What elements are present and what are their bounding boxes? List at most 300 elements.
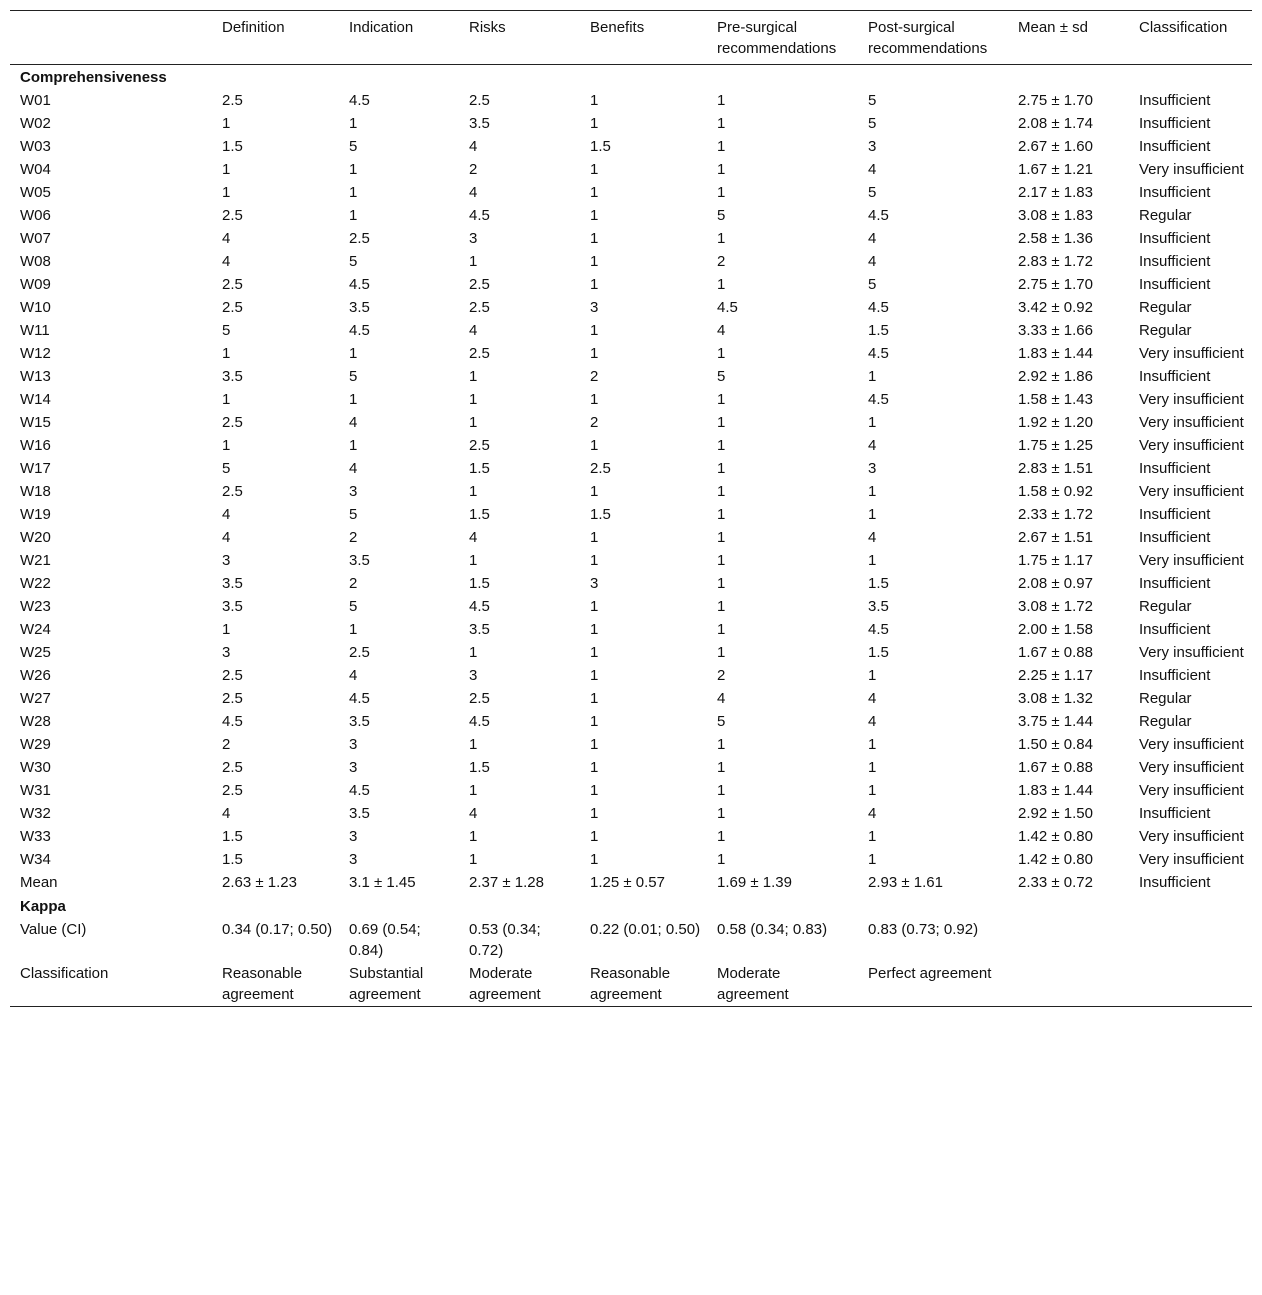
- table-cell: 1: [717, 506, 726, 523]
- table-cell: 1: [717, 184, 726, 201]
- table-cell: [1129, 962, 1252, 1007]
- table-cell: 5: [868, 184, 877, 201]
- table-row: [10, 457, 1252, 480]
- table-cell: 1: [590, 483, 599, 500]
- table-cell: 1.75 ± 1.25: [1018, 437, 1093, 454]
- table-cell: 3.1 ± 1.45: [349, 874, 416, 891]
- row-label-cell: W15: [20, 414, 51, 431]
- table-row: [10, 503, 1252, 526]
- table-cell: 1: [590, 598, 599, 615]
- header-cell: Definition: [222, 19, 285, 36]
- table-cell: 3.5: [222, 598, 243, 615]
- table-row: [10, 480, 1252, 503]
- header-cell: Benefits: [590, 19, 645, 36]
- table-cell: Very insufficient: [1139, 391, 1244, 408]
- row-label-cell: W04: [20, 161, 51, 178]
- table-row: [10, 756, 1252, 779]
- table-cell: 1.5: [469, 460, 490, 477]
- table-cell: 2.5: [469, 299, 490, 316]
- table-cell: 1: [469, 253, 478, 270]
- table-cell: 4: [868, 713, 877, 730]
- table-cell: Insufficient: [1139, 460, 1211, 477]
- header-cell: Mean ± sd: [1018, 19, 1088, 36]
- table-cell: 1.5: [222, 851, 243, 868]
- table-cell: 3: [469, 230, 478, 247]
- table-cell: 3.5: [349, 805, 370, 822]
- row-label-cell: W16: [20, 437, 51, 454]
- table-cell: 1: [590, 345, 599, 362]
- table-cell: Substantial agreement: [349, 965, 424, 1003]
- table-cell: 1.5: [868, 322, 889, 339]
- table-cell: 3: [349, 736, 358, 753]
- table-cell: 5: [349, 598, 358, 615]
- table-cell: 2.5: [222, 667, 243, 684]
- table-cell: Insufficient: [1139, 253, 1211, 270]
- table-cell: 1.5: [469, 759, 490, 776]
- table-cell: 2: [349, 529, 358, 546]
- table-cell: 1.75 ± 1.17: [1018, 552, 1093, 569]
- table-cell: 1: [222, 437, 231, 454]
- header-cell: [10, 11, 212, 65]
- table-cell: Regular: [1139, 713, 1192, 730]
- table-cell: Very insufficient: [1139, 736, 1244, 753]
- table-cell: 1: [717, 621, 726, 638]
- table-cell: 1: [590, 184, 599, 201]
- row-label-cell: W20: [20, 529, 51, 546]
- row-label-cell: Mean: [20, 874, 58, 891]
- table-cell: 4.5: [222, 713, 243, 730]
- row-label-cell: W17: [20, 460, 51, 477]
- table-cell: 4.5: [868, 299, 889, 316]
- table-cell: 4: [868, 437, 877, 454]
- table-container: [10, 10, 1252, 1007]
- table-cell: 5: [717, 207, 726, 224]
- table-cell: 5: [349, 368, 358, 385]
- table-cell: 1.5: [222, 138, 243, 155]
- table-cell: 2: [590, 368, 599, 385]
- table-cell: 2.5: [349, 644, 370, 661]
- row-label-cell: W26: [20, 667, 51, 684]
- table-cell: Insufficient: [1139, 529, 1211, 546]
- table-cell: 1: [717, 598, 726, 615]
- table-cell: 3: [868, 138, 877, 155]
- table-cell: 1.5: [469, 575, 490, 592]
- table-cell: 2.5: [469, 276, 490, 293]
- table-cell: 2.5: [222, 299, 243, 316]
- row-label-cell: W32: [20, 805, 51, 822]
- table-cell: Regular: [1139, 299, 1192, 316]
- table-cell: Very insufficient: [1139, 414, 1244, 431]
- table-cell: Very insufficient: [1139, 828, 1244, 845]
- table-cell: 1: [590, 92, 599, 109]
- table-cell: 4: [868, 253, 877, 270]
- table-row: [10, 434, 1252, 457]
- table-cell: 1: [717, 115, 726, 132]
- table-row: [10, 664, 1252, 687]
- table-cell: Insufficient: [1139, 230, 1211, 247]
- table-row: [10, 779, 1252, 802]
- table-cell: 1: [222, 161, 231, 178]
- table-cell: 2.63 ± 1.23: [222, 874, 297, 891]
- table-cell: 4: [469, 138, 478, 155]
- row-label-cell: W24: [20, 621, 51, 638]
- table-cell: 4.5: [868, 345, 889, 362]
- table-cell: Insufficient: [1139, 874, 1211, 891]
- table-cell: 1: [717, 644, 726, 661]
- table-cell: 1: [469, 782, 478, 799]
- table-cell: Very insufficient: [1139, 345, 1244, 362]
- table-cell: 2.75 ± 1.70: [1018, 92, 1093, 109]
- table-cell: 3.08 ± 1.72: [1018, 598, 1093, 615]
- table-cell: 2.5: [222, 414, 243, 431]
- table-cell: 2.83 ± 1.72: [1018, 253, 1093, 270]
- table-cell: 5: [349, 506, 358, 523]
- header-cell: Risks: [469, 19, 506, 36]
- table-cell: 4: [868, 805, 877, 822]
- table-cell: 1: [590, 529, 599, 546]
- table-row: [10, 802, 1252, 825]
- table-cell: 4.5: [349, 92, 370, 109]
- row-label-cell: W06: [20, 207, 51, 224]
- table-row: [10, 365, 1252, 388]
- table-cell: 1: [717, 575, 726, 592]
- table-cell: [1008, 962, 1129, 1007]
- row-label-cell: W02: [20, 115, 51, 132]
- table-cell: 1: [469, 644, 478, 661]
- table-cell: 1: [868, 368, 877, 385]
- table-cell: Very insufficient: [1139, 782, 1244, 799]
- table-cell: 2.67 ± 1.60: [1018, 138, 1093, 155]
- table-cell: 5: [349, 138, 358, 155]
- header-cell: Pre-surgical recommendations: [717, 19, 837, 57]
- row-label-cell: W18: [20, 483, 51, 500]
- section-title: Comprehensiveness: [20, 69, 167, 86]
- table-cell: 1: [590, 759, 599, 776]
- table-cell: 5: [868, 276, 877, 293]
- section-title: Kappa: [20, 898, 66, 915]
- table-cell: 1.83 ± 1.44: [1018, 345, 1093, 362]
- section-row: [10, 65, 1252, 90]
- row-label-cell: W19: [20, 506, 51, 523]
- table-row: [10, 342, 1252, 365]
- table-cell: 3.5: [222, 368, 243, 385]
- table-cell: 1: [590, 230, 599, 247]
- table-cell: 1: [590, 322, 599, 339]
- table-cell: 4.5: [868, 621, 889, 638]
- table-cell: 2.17 ± 1.83: [1018, 184, 1093, 201]
- table-cell: 2.67 ± 1.51: [1018, 529, 1093, 546]
- table-cell: 2.5: [469, 690, 490, 707]
- table-cell: Regular: [1139, 207, 1192, 224]
- table-cell: [1008, 918, 1129, 962]
- row-label-cell: Value (CI): [20, 921, 87, 938]
- table-cell: 1: [717, 851, 726, 868]
- table-cell: 3: [590, 575, 599, 592]
- table-row: [10, 411, 1252, 434]
- table-cell: 4: [222, 529, 231, 546]
- row-label-cell: W27: [20, 690, 51, 707]
- section-row: [10, 894, 1252, 918]
- table-cell: Regular: [1139, 690, 1192, 707]
- table-cell: 1.92 ± 1.20: [1018, 414, 1093, 431]
- table-cell: Regular: [1139, 322, 1192, 339]
- table-cell: 1.67 ± 1.21: [1018, 161, 1093, 178]
- table-cell: Insufficient: [1139, 805, 1211, 822]
- table-row: [10, 572, 1252, 595]
- table-cell: 1: [717, 138, 726, 155]
- table-cell: 1: [717, 529, 726, 546]
- table-cell: 5: [868, 115, 877, 132]
- table-cell: 1: [590, 690, 599, 707]
- table-cell: 1: [349, 437, 358, 454]
- table-cell: Insufficient: [1139, 368, 1211, 385]
- table-cell: 2.08 ± 1.74: [1018, 115, 1093, 132]
- table-cell: 1: [868, 782, 877, 799]
- table-row: [10, 250, 1252, 273]
- table-cell: Insufficient: [1139, 115, 1211, 132]
- row-label-cell: W08: [20, 253, 51, 270]
- table-cell: 2.92 ± 1.50: [1018, 805, 1093, 822]
- table-cell: 4: [868, 529, 877, 546]
- table-cell: 1.67 ± 0.88: [1018, 644, 1093, 661]
- table-cell: Insufficient: [1139, 667, 1211, 684]
- table-cell: 1: [717, 759, 726, 776]
- row-label-cell: W05: [20, 184, 51, 201]
- table-cell: 4.5: [469, 207, 490, 224]
- table-cell: 5: [717, 368, 726, 385]
- table-cell: 1.5: [469, 506, 490, 523]
- table-cell: 2.33 ± 0.72: [1018, 874, 1093, 891]
- table-row: [10, 962, 1252, 1007]
- table-cell: 1: [868, 759, 877, 776]
- table-cell: 1: [349, 345, 358, 362]
- table-cell: 1: [590, 115, 599, 132]
- table-cell: 4: [717, 690, 726, 707]
- table-row: [10, 388, 1252, 411]
- table-cell: Insufficient: [1139, 276, 1211, 293]
- table-cell: 2.00 ± 1.58: [1018, 621, 1093, 638]
- table-cell: [1129, 918, 1252, 962]
- table-cell: 1: [469, 851, 478, 868]
- table-cell: 2: [222, 736, 231, 753]
- table-cell: Insufficient: [1139, 506, 1211, 523]
- table-cell: 1: [717, 736, 726, 753]
- table-cell: 4: [469, 529, 478, 546]
- table-cell: 2.08 ± 0.97: [1018, 575, 1093, 592]
- table-cell: 4.5: [469, 598, 490, 615]
- table-row: [10, 273, 1252, 296]
- table-cell: 4: [717, 322, 726, 339]
- table-cell: 3: [222, 644, 231, 661]
- table-cell: Insufficient: [1139, 138, 1211, 155]
- table-cell: Very insufficient: [1139, 483, 1244, 500]
- row-label-cell: W23: [20, 598, 51, 615]
- table-cell: 2.5: [222, 690, 243, 707]
- row-label-cell: W21: [20, 552, 51, 569]
- table-row: [10, 618, 1252, 641]
- table-row: [10, 89, 1252, 112]
- table-cell: 1: [717, 437, 726, 454]
- table-cell: 2: [717, 667, 726, 684]
- table-cell: 1: [222, 115, 231, 132]
- table-cell: 4.5: [349, 276, 370, 293]
- table-cell: 2.5: [469, 92, 490, 109]
- table-row: [10, 595, 1252, 618]
- table-cell: 1: [590, 805, 599, 822]
- table-cell: 2.5: [222, 207, 243, 224]
- table-cell: Insufficient: [1139, 575, 1211, 592]
- table-cell: 1: [590, 713, 599, 730]
- table-cell: 1: [868, 483, 877, 500]
- table-cell: 1.69 ± 1.39: [717, 874, 792, 891]
- table-cell: 2.5: [349, 230, 370, 247]
- table-cell: 4: [222, 253, 231, 270]
- table-cell: 0.53 (0.34; 0.72): [469, 921, 541, 959]
- table-row: [10, 135, 1252, 158]
- table-cell: 2: [590, 414, 599, 431]
- row-label-cell: W33: [20, 828, 51, 845]
- table-cell: 2.5: [469, 345, 490, 362]
- table-cell: 1: [717, 805, 726, 822]
- table-cell: 1.42 ± 0.80: [1018, 828, 1093, 845]
- table-row: [10, 871, 1252, 894]
- table-cell: 3: [349, 759, 358, 776]
- table-cell: 1: [590, 782, 599, 799]
- table-cell: 3: [590, 299, 599, 316]
- table-cell: 4.5: [349, 322, 370, 339]
- header-cell: Classification: [1139, 19, 1228, 36]
- row-label-cell: W28: [20, 713, 51, 730]
- table-cell: 1: [868, 736, 877, 753]
- table-cell: 2.93 ± 1.61: [868, 874, 943, 891]
- table-cell: 3.5: [222, 575, 243, 592]
- table-cell: 5: [868, 92, 877, 109]
- table-cell: 1: [222, 184, 231, 201]
- table-cell: 1: [222, 621, 231, 638]
- table-cell: 3: [349, 851, 358, 868]
- table-cell: 2.37 ± 1.28: [469, 874, 544, 891]
- table-cell: 1.67 ± 0.88: [1018, 759, 1093, 776]
- table-cell: 1: [868, 414, 877, 431]
- table-cell: 1: [590, 736, 599, 753]
- row-label-cell: W10: [20, 299, 51, 316]
- table-cell: 1: [349, 161, 358, 178]
- table-cell: 1: [590, 667, 599, 684]
- table-cell: 4: [222, 805, 231, 822]
- table-cell: 3.42 ± 0.92: [1018, 299, 1093, 316]
- table-cell: 5: [349, 253, 358, 270]
- row-label-cell: W09: [20, 276, 51, 293]
- table-cell: 1: [469, 391, 478, 408]
- table-cell: 3.08 ± 1.32: [1018, 690, 1093, 707]
- table-cell: 0.22 (0.01; 0.50): [590, 921, 701, 938]
- header-cell: Indication: [349, 19, 414, 36]
- table-cell: 1: [717, 276, 726, 293]
- table-cell: 1: [717, 92, 726, 109]
- table-cell: 4.5: [349, 690, 370, 707]
- table-row: [10, 733, 1252, 756]
- table-cell: 2.92 ± 1.86: [1018, 368, 1093, 385]
- table-cell: 1: [717, 230, 726, 247]
- table-cell: 1: [469, 552, 478, 569]
- table-row: [10, 848, 1252, 871]
- table-cell: Regular: [1139, 598, 1192, 615]
- table-cell: 1.58 ± 1.43: [1018, 391, 1093, 408]
- table-cell: 2.75 ± 1.70: [1018, 276, 1093, 293]
- table-cell: 1.5: [868, 575, 889, 592]
- row-label-cell: W07: [20, 230, 51, 247]
- table-cell: Moderate agreement: [717, 965, 789, 1003]
- table-cell: 1: [868, 828, 877, 845]
- table-row: [10, 112, 1252, 135]
- table-row: [10, 181, 1252, 204]
- table-cell: 4.5: [469, 713, 490, 730]
- table-cell: 1: [590, 437, 599, 454]
- table-cell: 1: [349, 115, 358, 132]
- table-cell: 1: [868, 552, 877, 569]
- table-cell: 4: [868, 690, 877, 707]
- row-label-cell: W03: [20, 138, 51, 155]
- table-cell: 2.5: [222, 782, 243, 799]
- table-cell: 1: [717, 414, 726, 431]
- table-cell: 1.83 ± 1.44: [1018, 782, 1093, 799]
- table-cell: 3.08 ± 1.83: [1018, 207, 1093, 224]
- table-cell: 4: [469, 805, 478, 822]
- table-cell: 1: [590, 644, 599, 661]
- table-cell: 3: [349, 828, 358, 845]
- table-row: [10, 158, 1252, 181]
- table-cell: 1.5: [868, 644, 889, 661]
- table-cell: 4.5: [349, 782, 370, 799]
- table-cell: 1.5: [590, 138, 611, 155]
- table-cell: 1: [590, 851, 599, 868]
- table-cell: 4: [349, 460, 358, 477]
- table-cell: 4.5: [868, 391, 889, 408]
- table-cell: 1: [717, 782, 726, 799]
- table-cell: 4: [349, 414, 358, 431]
- table-row: [10, 549, 1252, 572]
- table-cell: 1: [717, 161, 726, 178]
- table-cell: 1: [717, 460, 726, 477]
- table-cell: 2.5: [469, 437, 490, 454]
- table-cell: 1: [590, 552, 599, 569]
- table-cell: 2: [717, 253, 726, 270]
- table-cell: 2.5: [222, 483, 243, 500]
- table-cell: Very insufficient: [1139, 437, 1244, 454]
- table-cell: 1.25 ± 0.57: [590, 874, 665, 891]
- table-cell: 3: [349, 483, 358, 500]
- table-row: [10, 825, 1252, 848]
- table-cell: 1: [868, 506, 877, 523]
- table-cell: 3.75 ± 1.44: [1018, 713, 1093, 730]
- table-cell: 3.5: [349, 299, 370, 316]
- table-cell: 1: [717, 828, 726, 845]
- table-cell: 1: [349, 391, 358, 408]
- table-cell: Perfect agreement: [868, 965, 992, 982]
- table-cell: 3: [469, 667, 478, 684]
- table-cell: Insufficient: [1139, 621, 1211, 638]
- table-cell: 1: [590, 276, 599, 293]
- table-cell: 1: [590, 207, 599, 224]
- table-cell: 1: [469, 368, 478, 385]
- table-cell: 1: [469, 736, 478, 753]
- table-cell: 5: [222, 460, 231, 477]
- header-row: [10, 11, 1252, 65]
- table-cell: 3.5: [349, 552, 370, 569]
- table-cell: 2.25 ± 1.17: [1018, 667, 1093, 684]
- table-cell: 2: [349, 575, 358, 592]
- table-cell: 0.83 (0.73; 0.92): [868, 921, 979, 938]
